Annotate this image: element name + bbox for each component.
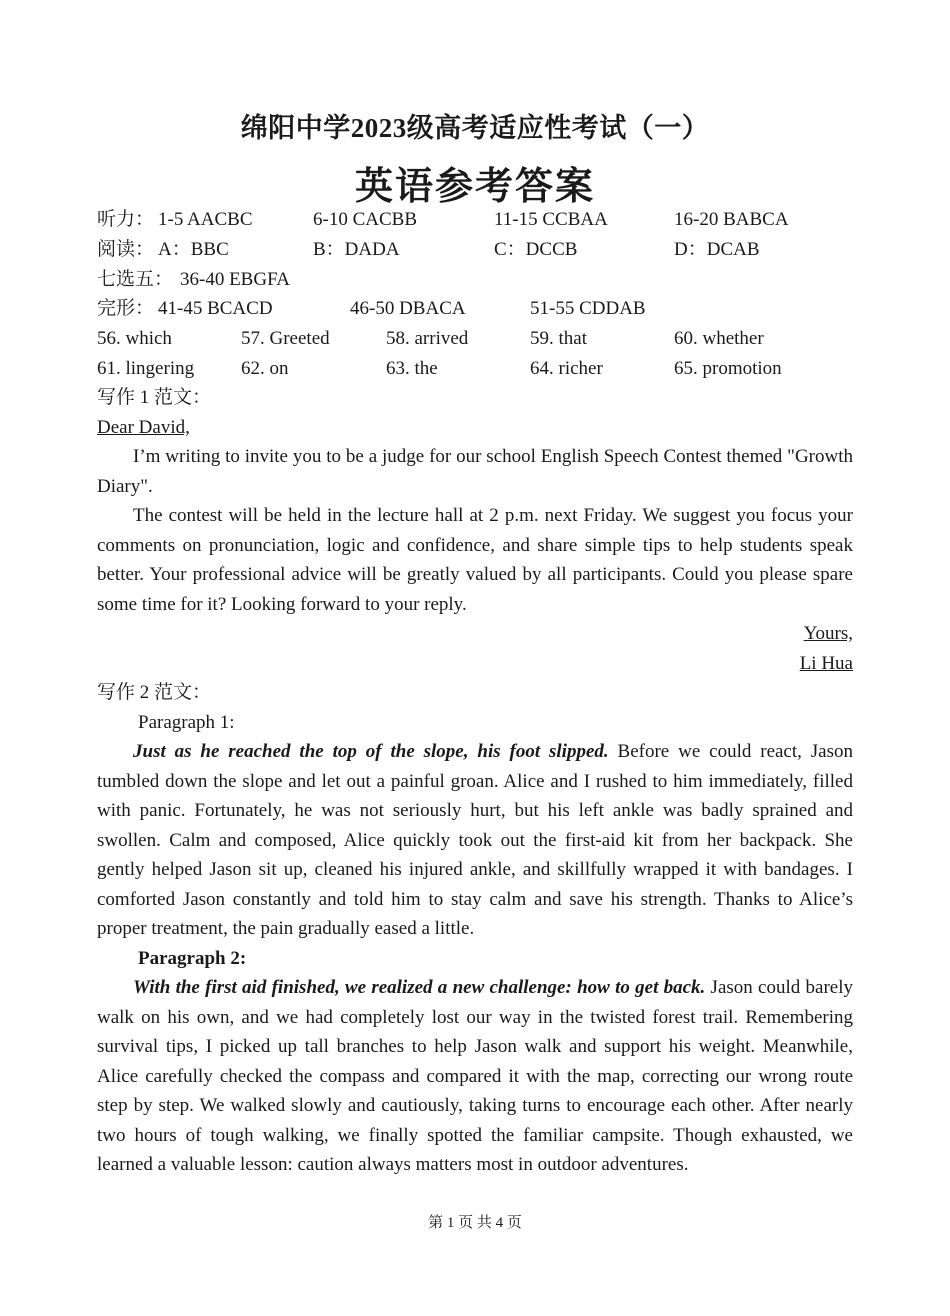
fill-answer: 63. the	[386, 358, 438, 379]
listening-group-2: 6-10 CACBB	[313, 209, 417, 230]
listening-group-4: 16-20 BABCA	[674, 209, 789, 230]
reading-group-a: A：BBC	[158, 239, 229, 260]
fill-answer: 60. whether	[674, 328, 764, 349]
paragraph-1-body: Before we could react, Jason tumbled down the slope and let out a painful groan. Alice and I rushed to him immediately, filled with panic. Fortunately, he was not seriously hurt, but his left ankle was badly sprained and swollen. Calm and composed, Alice quickly took out the first-aid kit from her backpack. She gently helped Jason sit up, cleaned his injured ankle, and skillfully wrapped it with bandages. I comforted Jason constantly and told him to stay calm and save his strength. Thanks to Alice’s proper treatment, the pain gradually eased a little.	[97, 741, 854, 939]
fill-answer: 65. promotion	[674, 358, 782, 379]
fill-answer: 58. arrived	[386, 328, 469, 349]
exam-title: 绵阳中学2023级高考适应性考试（一）	[240, 113, 710, 143]
paragraph-2-label: Paragraph 2:	[138, 948, 247, 969]
listening-group-3: 11-15 CCBAA	[494, 209, 608, 230]
paragraph-2-body: Jason could barely walk on his own, and we had completely lost our way in the twisted forest trail. Remembering survival tips, I picked up tall branches to help Jason walk and support his weight. Meanwhile, Alice carefully checked the compass and compared it with the map, correcting our wrong route step by step. We walked slowly and cautiously, taking turns to encourage each other. After nearly two hours of tough walking, we finally spotted the familiar campsite. Though exhausted, we learned a valuable lesson: caution always matters most in outdoor adventures.	[97, 977, 853, 1175]
cloze-group-2: 46-50 DBACA	[350, 298, 466, 319]
letter-paragraph-2: The contest will be held in the lecture hall at 2 p.m. next Friday. We suggest you focus your comments on pronunciation, logic and confidence, and share simple tips to help students speak better. Your professional advice will be greatly valued by all participants. Could you please spare some time for it? Looking forward to your reply.	[97, 505, 853, 615]
fill-answer: 57. Greeted	[241, 328, 330, 349]
seven-five-label: 七选五：	[97, 269, 174, 290]
reading-label: 阅读：	[97, 239, 155, 260]
cloze-label: 完形：	[97, 298, 155, 319]
fill-answer: 56. which	[97, 328, 172, 349]
fill-answer: 61. lingering	[97, 358, 195, 379]
letter-paragraph-1: I’m writing to invite you to be a judge for our school English Speech Contest themed "Growth Diary".	[97, 446, 853, 497]
story-paragraph-1	[97, 737, 853, 944]
paragraph-1-opening-sentence: Just as he reached the top of the slope, his foot slipped.	[133, 741, 609, 762]
answer-key-title: 英语参考答案	[354, 166, 595, 208]
seven-five-group: 36-40 EBGFA	[180, 269, 290, 290]
letter-salutation: Dear David,	[97, 417, 190, 438]
writing1-heading: 写作 1 范文：	[97, 387, 212, 408]
letter-signature: Li Hua	[799, 653, 853, 674]
listening-label: 听力：	[97, 209, 155, 230]
fill-answer: 64. richer	[530, 358, 603, 379]
cloze-group-1: 41-45 BCACD	[158, 298, 273, 319]
listening-group-1: 1-5 AACBC	[158, 209, 253, 230]
story-paragraph-2	[97, 973, 853, 1180]
cloze-group-3: 51-55 CDDAB	[530, 298, 646, 319]
page-number: 第 1 页 共 4 页	[428, 1215, 522, 1231]
letter-closing: Yours,	[803, 623, 853, 644]
paragraph-2-opening-sentence: With the first aid finished, we realized a new challenge: how to get back.	[133, 977, 706, 998]
reading-group-b: B：DADA	[313, 239, 400, 260]
fill-answer: 62. on	[241, 358, 289, 379]
writing2-heading: 写作 2 范文：	[97, 682, 212, 703]
fill-answer: 59. that	[530, 328, 587, 349]
paragraph-1-label: Paragraph 1:	[138, 712, 235, 733]
reading-group-c: C：DCCB	[494, 239, 578, 260]
reading-group-d: D：DCAB	[674, 239, 760, 260]
